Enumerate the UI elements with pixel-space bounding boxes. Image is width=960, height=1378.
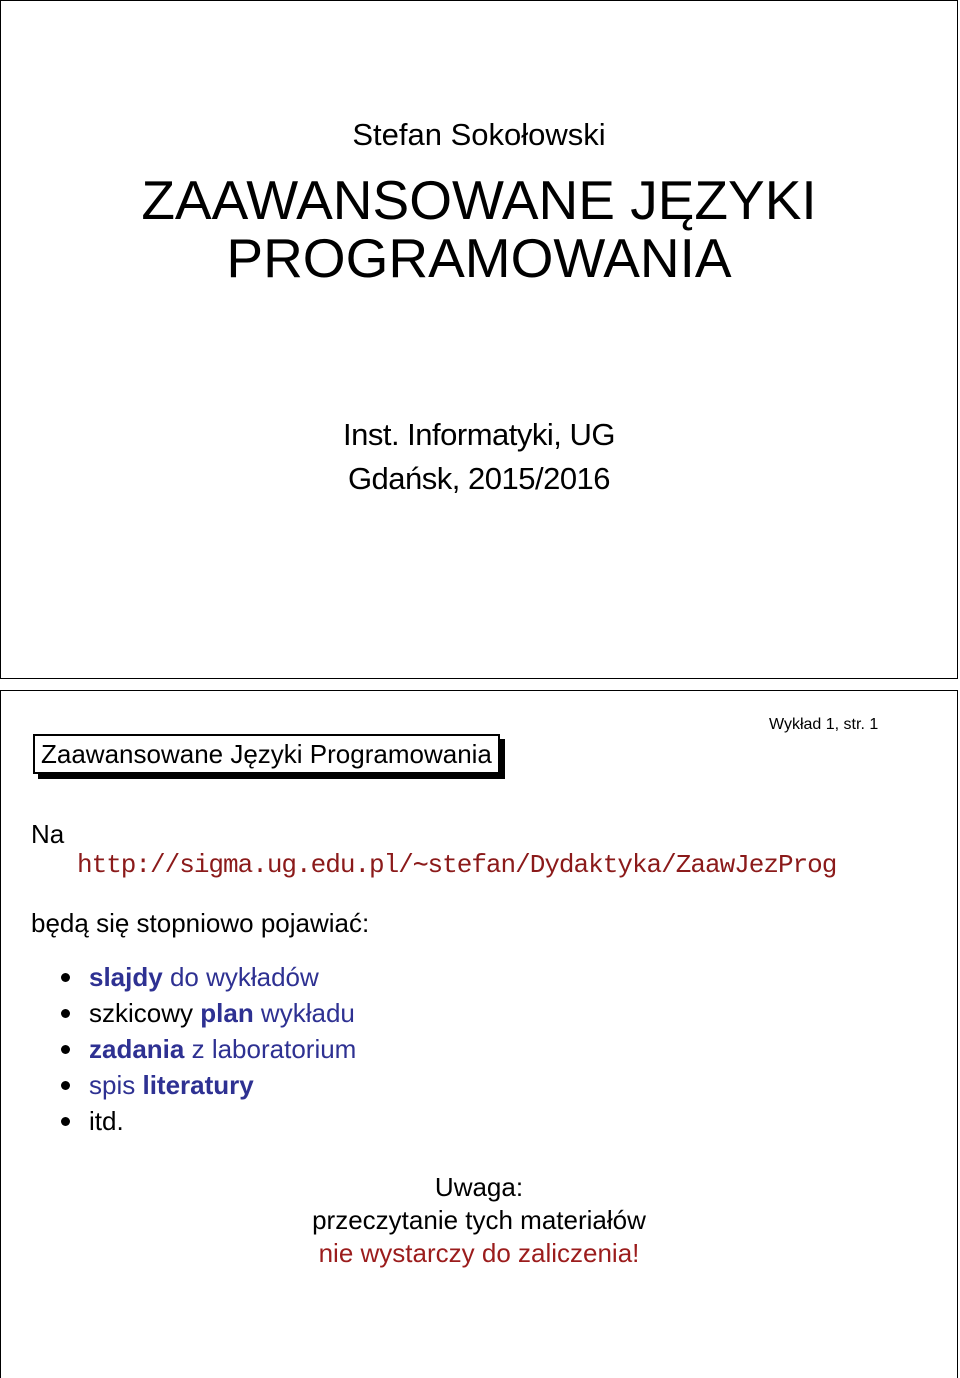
intro-text: będą się stopniowo pojawiać: xyxy=(31,908,370,938)
note-warning: nie wystarczy do zaliczenia! xyxy=(318,1238,640,1268)
list-item: slajdy do wykładów xyxy=(61,959,356,995)
plan-link[interactable]: plan xyxy=(200,998,254,1028)
course-title xyxy=(1,171,957,287)
list-item: zadania z laboratorium xyxy=(61,1031,356,1067)
author-name: Stefan Sokołowski xyxy=(352,117,606,152)
slides-link[interactable]: slajdy xyxy=(89,962,163,992)
slide-header-title: Zaawansowane Języki Programowania xyxy=(33,734,500,774)
info-slide xyxy=(0,690,958,1378)
affiliation: Inst. Informatyki, UG xyxy=(342,417,615,452)
list-item: itd. xyxy=(61,1103,356,1139)
note-heading: Uwaga: xyxy=(434,1172,524,1202)
lecture-page-number: Wykład 1, str. 1 xyxy=(769,716,879,733)
list-item: szkicowy plan wykładu xyxy=(61,995,356,1031)
course-url-link[interactable]: http://sigma.ug.edu.pl/∼stefan/Dydaktyka/ZaawJezProg xyxy=(77,850,837,880)
na-label: Na xyxy=(31,819,65,849)
place-year: Gdańsk, 2015/2016 xyxy=(347,461,611,496)
course-title-line2: PROGRAMOWANIA xyxy=(226,227,732,289)
title-slide xyxy=(0,0,958,679)
materials-list xyxy=(61,959,356,1139)
tasks-link[interactable]: zadania xyxy=(89,1034,185,1064)
course-title-line1: ZAAWANSOWANE JĘZYKI xyxy=(141,169,817,231)
list-item: spis literatury xyxy=(61,1067,356,1103)
note-text: przeczytanie tych materiałów xyxy=(312,1205,646,1235)
literature-link[interactable]: literatury xyxy=(142,1070,254,1100)
